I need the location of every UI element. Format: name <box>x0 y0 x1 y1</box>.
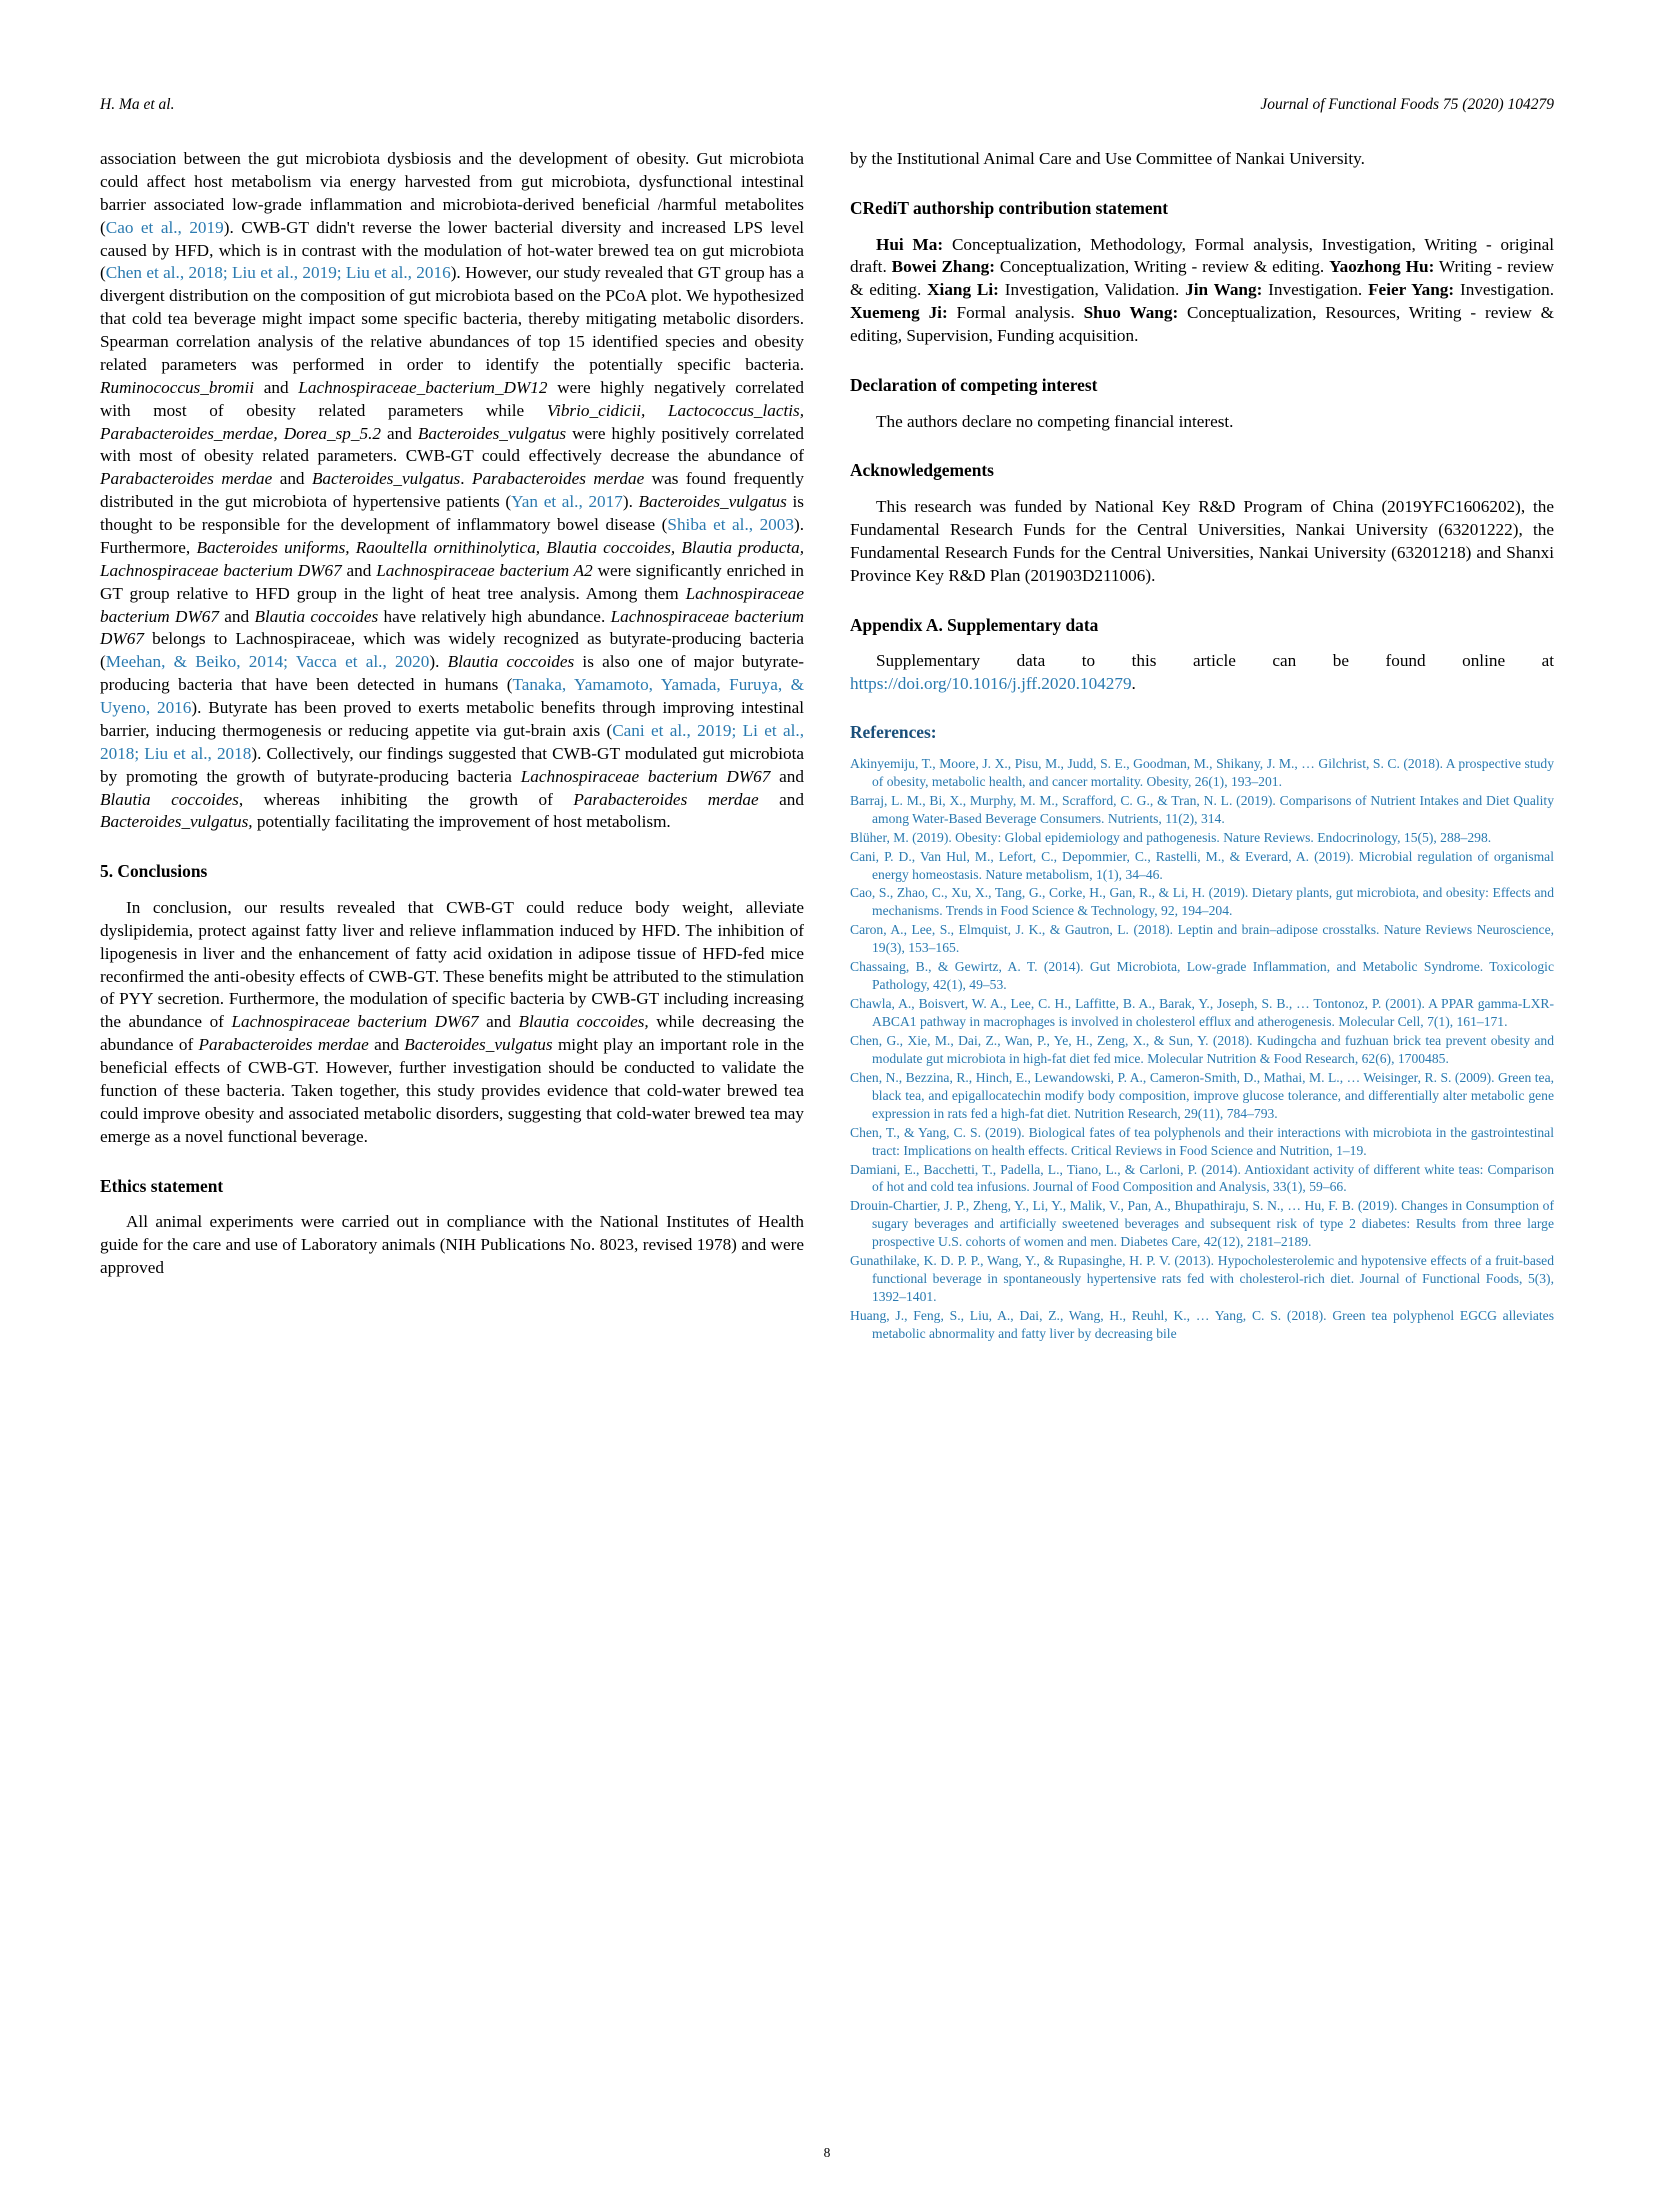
competing-interest-paragraph: The authors declare no competing financial interest. <box>876 411 1234 431</box>
running-head-authors: H. Ma et al. <box>100 96 175 113</box>
running-head-journal: Journal of Functional Foods 75 (2020) 104279 <box>1260 96 1554 113</box>
two-column-layout <box>100 148 1554 1344</box>
heading-credit-statement: CRediT authorship contribution statement <box>850 197 1169 218</box>
discussion-paragraph: association between the gut microbiota dysbiosis and the development of obesity. Gut microbiota could affect host metabolism via energy harvested from gut microbiota, dysfunctional intestinal barrier associated low-grade inflammation and microbiota-derived beneficial /harmful metabolites (Cao et al., 2019). CWB-GT didn't reverse the lower bacterial diversity and increased LPS level caused by HFD, which is in contrast with the modulation of hot-water brewed tea on gut microbiota (Chen et al., 2018; Liu et al., 2019; Liu et al., 2016). However, our study revealed that GT group has a divergent distribution on the composition of gut microbiota based on the PCoA plot. We hypothesized that cold tea beverage might impact some specific bacteria, thereby mitigating metabolic disorders. Spearman correlation analysis of the relative abundances of top 15 identified species and obesity related parameters was performed in order to identify the potentially specific bacteria. Ruminococcus_bromii and Lachnospiraceae_bacterium_DW12 were highly negatively correlated with most of obesity related parameters while Vibrio_cidicii, Lactococcus_lactis, Parabacteroides_merdae, Dorea_sp_5.2 and Bacteroides_vulgatus were highly positively correlated with most of obesity related parameters. CWB-GT could effectively decrease the abundance of Parabacteroides merdae and Bacteroides_vulgatus. Parabacteroides merdae was found frequently distributed in the gut microbiota of hypertensive patients (Yan et al., 2017). Bacteroides_vulgatus is thought to be responsible for the development of inflammatory bowel disease (Shiba et al., 2003). Furthermore, Bacteroides uniforms, Raoultella ornithinolytica, Blautia coccoides, Blautia producta, Lachnospiraceae bacterium DW67 and Lachnospiraceae bacterium A2 were significantly enriched in GT group relative to HFD group in the light of heat tree analysis. Among them Lachnospiraceae bacterium DW67 and Blautia coccoides have relatively high abundance. Lachnospiraceae bacterium DW67 belongs to Lachnospiraceae, which was widely recognized as butyrate-producing bacteria (Meehan, & Beiko, 2014; Vacca et al., 2020). Blautia coccoides is also one of major butyrate-producing bacteria that have been detected in humans (Tanaka, Yamamoto, Yamada, Furuya, & Uyeno, 2016). Butyrate has been proved to exerts metabolic benefits through improving intestinal barrier, inducing thermogenesis or reducing appetite via gut-brain axis (Cani et al., 2019; Li et al., 2018; Liu et al., 2018). Collectively, our findings suggested that CWB-GT modulated gut microbiota by promoting the growth of butyrate-producing bacteria Lachnospiraceae bacterium DW67 and Blautia coccoides, whereas inhibiting the growth of Parabacteroides merdae and Bacteroides_vulgatus, potentially facilitating the improvement of host metabolism. <box>100 149 805 832</box>
reference-item: Huang, J., Feng, S., Liu, A., Dai, Z., Wang, H., Reuhl, K., … Yang, C. S. (2018). Green tea polyphenol EGCG alleviates metabolic abnormality and fatty liver by decreasing bile <box>850 1308 1554 1341</box>
appendix-text-pre: Supplementary data to this article can be found online at <box>876 651 1554 671</box>
appendix-text-post: . <box>1131 674 1136 693</box>
page-number: 8 <box>823 2145 831 2160</box>
reference-item: Blüher, M. (2019). Obesity: Global epidemiology and pathogenesis. Nature Reviews. Endocrinology, 15(5), 288–298. <box>850 829 1492 845</box>
appendix-paragraph <box>850 650 1554 696</box>
reference-item: Akinyemiju, T., Moore, J. X., Pisu, M., Judd, S. E., Goodman, M., Shikany, J. M., … Gilchrist, S. C. (2018). A prospective study of obesity, metabolic health, and cancer mortality. Obesity, 26(1), 193–201. <box>850 755 1554 789</box>
heading-conclusions: 5. Conclusions <box>100 861 208 882</box>
reference-item: Chen, G., Xie, M., Dai, Z., Wan, P., Ye, H., Zeng, X., & Sun, Y. (2018). Kudingcha and fuzhuan brick tea prevent obesity and modulate gut microbiota in high-fat diet fed mice. Molecular Nutrition & Food Research, 62(6), 1700485. <box>850 1032 1554 1066</box>
running-head <box>100 96 1554 114</box>
heading-acknowledgements: Acknowledgements <box>850 460 994 481</box>
supplementary-data-link[interactable]: https://doi.org/10.1016/j.jff.2020.104279 <box>850 674 1132 693</box>
credit-paragraph: Hui Ma: Conceptualization, Methodology, Formal analysis, Investigation, Writing - original draft. Bowei Zhang: Conceptualization, Writing - review & editing. Yaozhong Hu: Writing - review & editing. Xiang Li: Investigation, Validation. Jin Wang: Investigation. Feier Yang: Investigation. Xuemeng Ji: Formal analysis. Shuo Wang: Conceptualization, Resources, Writing - review & editing, Supervision, Funding acquisition. <box>850 234 1555 345</box>
reference-item: Chen, N., Bezzina, R., Hinch, E., Lewandowski, P. A., Cameron-Smith, D., Mathai, M. L., … Weisinger, R. S. (2009). Green tea, black tea, and epigallocatechin modify body composition, improve glucose tolerance, and differentially alter metabolic gene expression in rats fed a high-fat diet. Nutrition Research, 29(11), 784–793. <box>850 1069 1554 1121</box>
conclusions-paragraph: In conclusion, our results revealed that CWB-GT could reduce body weight, alleviate dyslipidemia, protect against fatty liver and relieve inflammation induced by HFD. The inhibition of lipogenesis in liver and the enhancement of fatty acid oxidation in adipose tissue of HFD-fed mice reconfirmed the anti-obesity effects of CWB-GT. These benefits might be attributed to the stimulation of PYY secretion. Furthermore, the modulation of specific bacteria by CWB-GT including increasing the abundance of Lachnospiraceae bacterium DW67 and Blautia coccoides, while decreasing the abundance of Parabacteroides merdae and Bacteroides_vulgatus might play an important role in the beneficial effects of CWB-GT. However, further investigation should be conducted to validate the function of these bacteria. Taken together, this study provides evidence that cold-water brewed tea could improve obesity and associated metabolic disorders, suggesting that cold-water brewed tea may emerge as a novel functional beverage. <box>100 897 804 1146</box>
reference-item: Gunathilake, K. D. P. P., Wang, Y., & Rupasinghe, H. P. V. (2013). Hypocholesterolemic and hypotensive effects of a fruit-based functional beverage in spontaneously hypertensive rats fed with cholesterol-rich diet. Journal of Functional Foods, 5(3), 1392–1401. <box>850 1253 1554 1305</box>
reference-item: Cao, S., Zhao, C., Xu, X., Tang, G., Corke, H., Gan, R., & Li, H. (2019). Dietary plants, gut microbiota, and obesity: Effects and mechanisms. Trends in Food Science & Technology, 92, 194–204. <box>850 885 1554 919</box>
reference-item: Chen, T., & Yang, C. S. (2019). Biological fates of tea polyphenols and their interactions with microbiota in the gastrointestinal tract: Implications on health effects. Critical Reviews in Food Science and Nutrition, 1–19. <box>850 1124 1554 1158</box>
heading-appendix-supplementary-data: Appendix A. Supplementary data <box>850 614 1099 635</box>
reference-item: Cani, P. D., Van Hul, M., Lefort, C., Depommier, C., Rastelli, M., & Everard, A. (2019). Microbial regulation of organismal energy homeostasis. Nature metabolism, 1(1), 34–46. <box>850 848 1554 882</box>
reference-item: Caron, A., Lee, S., Elmquist, J. K., & Gautron, L. (2018). Leptin and brain–adipose crosstalks. Nature Reviews Neuroscience, 19(3), 153–165. <box>850 922 1554 956</box>
heading-references: References: <box>850 721 937 742</box>
reference-item: Chawla, A., Boisvert, W. A., Lee, C. H., Laffitte, B. A., Barak, Y., Joseph, S. B., … Tontonoz, P. (2001). A PPAR gamma-LXR-ABCA1 pathway in macrophages is involved in cholesterol efflux and atherogenesis. Molecular Cell, 7(1), 161–171. <box>850 996 1554 1029</box>
acknowledgements-paragraph: This research was funded by National Key R&D Program of China (2019YFC1606202), the Fundamental Research Funds for the Central Universities, Nankai University (63201222), the Fundamental Research Funds for the Central Universities, Nankai University (63201218) and Shanxi Province Key R&D Plan (201903D211006). <box>850 497 1554 585</box>
reference-item: Barraj, L. M., Bi, X., Murphy, M. M., Scrafford, C. G., & Tran, N. L. (2019). Comparisons of Nutrient Intakes and Diet Quality among Water-Based Beverage Consumers. Nutrients, 11(2), 314. <box>850 792 1554 826</box>
reference-item: Drouin-Chartier, J. P., Zheng, Y., Li, Y., Malik, V., Pan, A., Bhupathiraju, S. N., … Hu, F. B. (2019). Changes in Consumption of sugary beverages and artificially sweetened beverages and subsequent risk of type 2 diabetes: Results from three large prospective U.S. cohorts of women and men. Diabetes Care, 42(12), 2181–2189. <box>850 1198 1554 1250</box>
left-column <box>100 148 804 1280</box>
ethics-paragraph-continued: by the Institutional Animal Care and Use Committee of Nankai University. <box>850 149 1365 168</box>
reference-item: Damiani, E., Bacchetti, T., Padella, L., Tiano, L., & Carloni, P. (2014). Antioxidant activity of different white teas: Comparison of hot and cold tea infusions. Journal of Food Composition and Analysis, 33(1), 59–66. <box>850 1161 1554 1195</box>
heading-ethics-statement: Ethics statement <box>100 1175 224 1196</box>
right-column <box>850 148 1554 1344</box>
reference-list <box>850 755 1554 1343</box>
ethics-paragraph: All animal experiments were carried out in compliance with the National Institutes of Health guide for the care and use of Laboratory animals (NIH Publications No. 8023, revised 1978) and were approved <box>100 1212 804 1277</box>
heading-competing-interest: Declaration of competing interest <box>850 374 1098 395</box>
reference-item: Chassaing, B., & Gewirtz, A. T. (2014). Gut Microbiota, Low-grade Inflammation, and Metabolic Syndrome. Toxicologic Pathology, 42(1), 49–53. <box>850 959 1554 993</box>
